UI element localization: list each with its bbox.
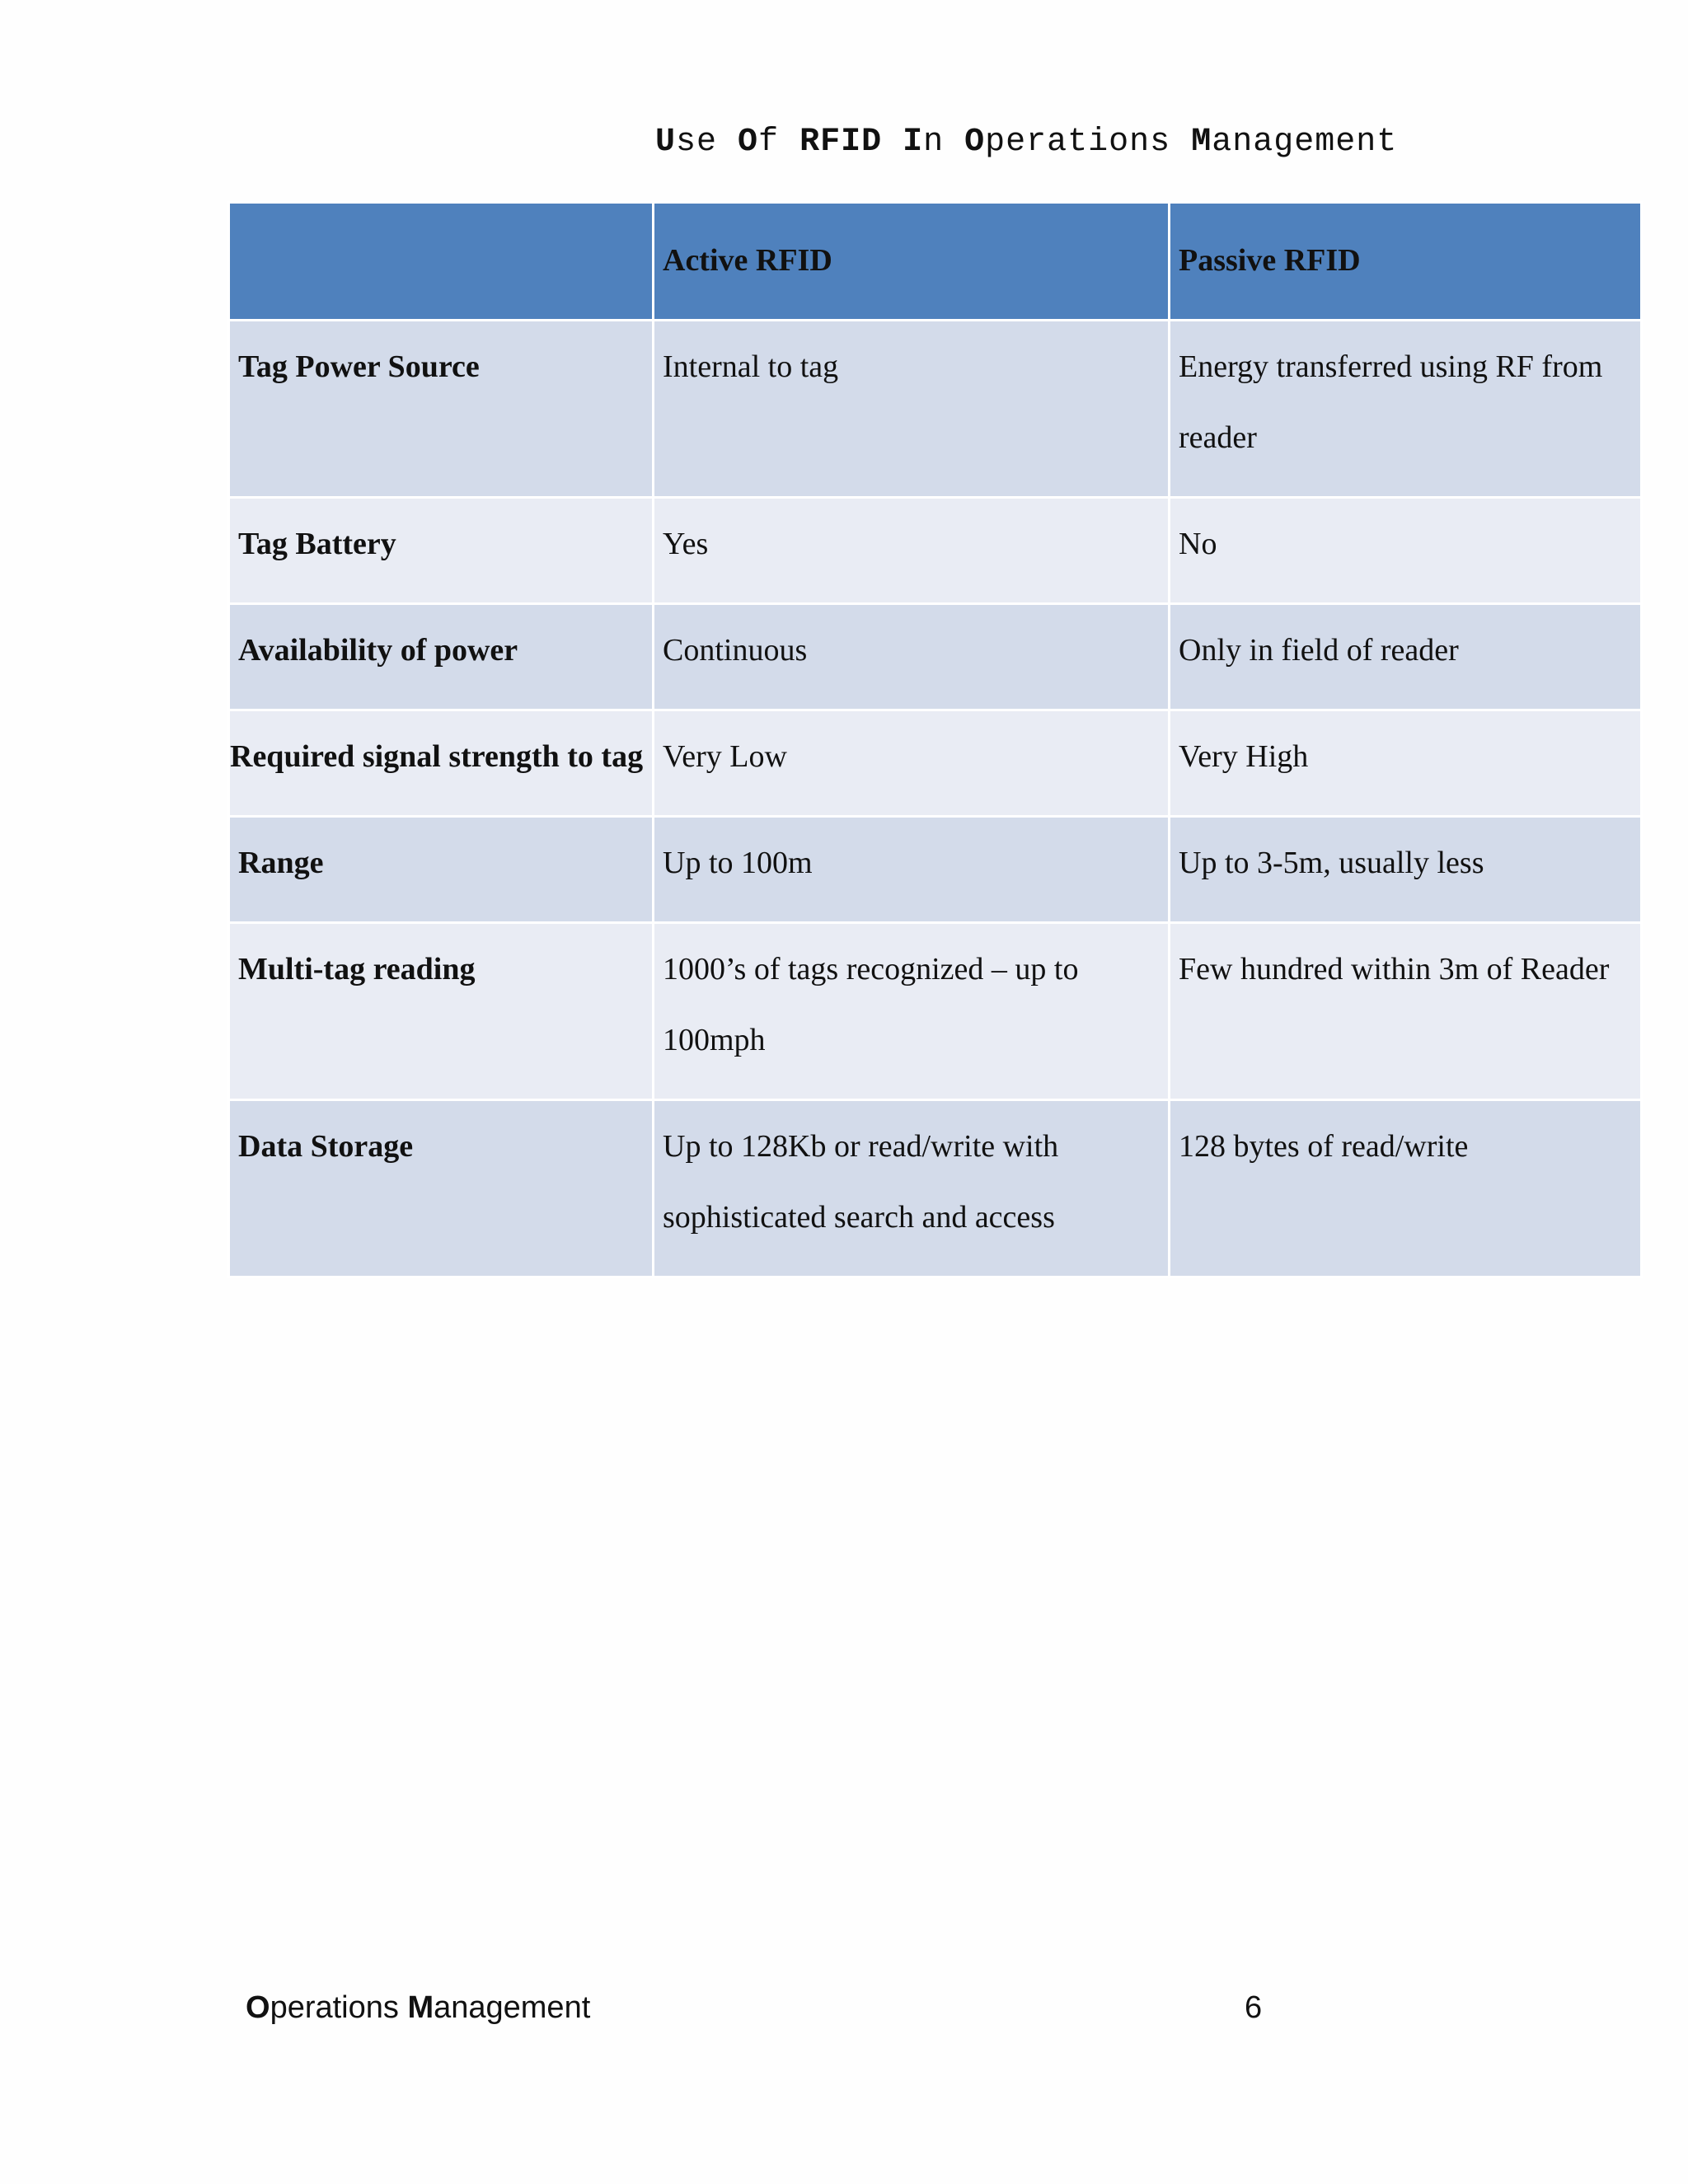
table-row	[229, 817, 1642, 923]
page-number: 6	[1245, 1990, 1263, 2025]
table-row	[229, 1100, 1642, 1277]
active-cell: Up to 128Kb or read/write with sophisticated search and access	[654, 1100, 1170, 1277]
row-label: Tag Battery	[229, 498, 654, 604]
footer-initial: M	[407, 1990, 434, 2025]
passive-cell: 128 bytes of read/write	[1170, 1100, 1642, 1277]
active-cell: Very Low	[654, 710, 1170, 817]
active-cell: Internal to tag	[654, 321, 1170, 498]
footer-initial: O	[246, 1990, 270, 2025]
title-initial: O	[738, 124, 759, 161]
table-row	[229, 604, 1642, 710]
active-cell: Up to 100m	[654, 817, 1170, 923]
row-label: Required signal strength to tag	[229, 710, 654, 817]
row-label: Range	[229, 817, 654, 923]
table-row	[229, 498, 1642, 604]
title-initial: M	[1191, 124, 1212, 161]
title-initial: O	[964, 124, 986, 161]
title-text: f	[758, 124, 800, 161]
page-header-title	[0, 124, 1688, 161]
header-cell-empty	[229, 203, 654, 321]
title-text: se	[676, 124, 738, 161]
passive-cell: Few hundred within 3m of Reader	[1170, 923, 1642, 1100]
table-row	[229, 321, 1642, 498]
passive-cell: Energy transferred using RF from reader	[1170, 321, 1642, 498]
table-row	[229, 710, 1642, 817]
title-text	[882, 124, 903, 161]
active-cell: 1000’s of tags recognized – up to 100mph	[654, 923, 1170, 1100]
title-text: perations	[985, 124, 1192, 161]
passive-cell: Very High	[1170, 710, 1642, 817]
row-label: Multi-tag reading	[229, 923, 654, 1100]
footer-title	[246, 1990, 590, 2026]
active-cell: Yes	[654, 498, 1170, 604]
passive-cell: No	[1170, 498, 1642, 604]
table-row	[229, 923, 1642, 1100]
title-initial: I	[903, 124, 924, 161]
title-initial: U	[655, 124, 677, 161]
active-cell: Continuous	[654, 604, 1170, 710]
row-label: Availability of power	[229, 604, 654, 710]
passive-cell: Only in field of reader	[1170, 604, 1642, 710]
footer-text: anagement	[434, 1990, 591, 2025]
row-label: Tag Power Source	[229, 321, 654, 498]
header-cell-passive: Passive RFID	[1170, 203, 1642, 321]
row-label: Data Storage	[229, 1100, 654, 1277]
title-initial: RFID	[799, 124, 883, 161]
rfid-comparison-table	[227, 201, 1643, 1278]
title-text: anagement	[1212, 124, 1398, 161]
footer-text: perations	[270, 1990, 408, 2025]
table-header-row	[229, 203, 1642, 321]
header-cell-active: Active RFID	[654, 203, 1170, 321]
passive-cell: Up to 3-5m, usually less	[1170, 817, 1642, 923]
title-text: n	[923, 124, 965, 161]
